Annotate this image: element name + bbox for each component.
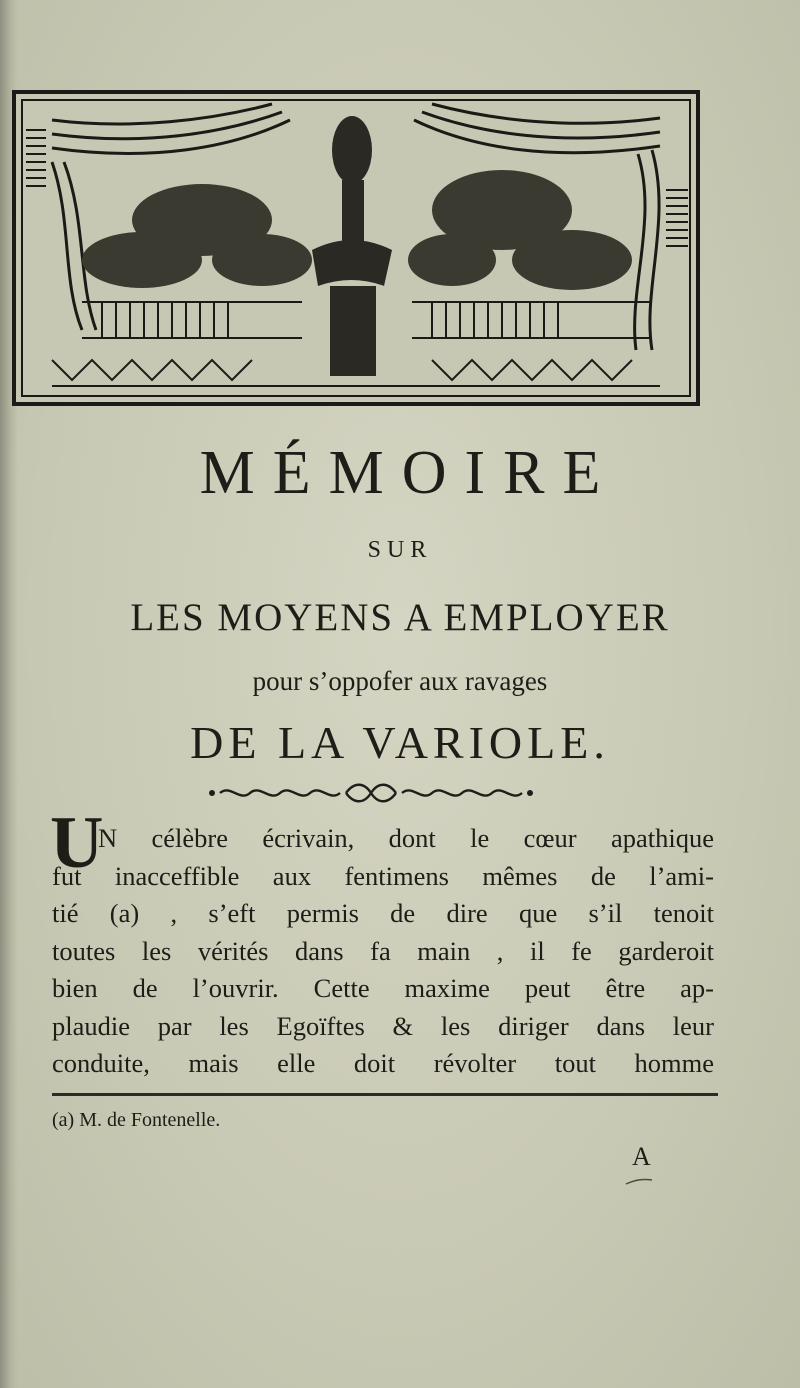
body-line: tié (a) , s’eft permis de dire que s’il tenoit (52, 898, 714, 928)
body-line: conduite, mais elle doit révolter tout homme (52, 1048, 714, 1078)
footnote: (a) M. de Fontenelle. (52, 1109, 221, 1131)
title-moyens: LES MOYENS A EMPLOYER (130, 596, 670, 639)
title-pour: pour s’oppofer aux ravages (252, 666, 548, 696)
drop-cap: U (50, 802, 104, 884)
headpiece-vignette (12, 90, 700, 406)
footnote-rule (52, 1093, 718, 1096)
ornament-rule (206, 780, 536, 806)
title-variole: DE LA VARIOLE. (190, 717, 610, 768)
body-line: plaudie par les Egoïftes & les diriger dans leur (52, 1010, 714, 1041)
body-line: bien de l’ouvrir. Cette maxime peut être ap- (52, 973, 714, 1003)
body-line: N célèbre écrivain, dont le cœur apathique (98, 823, 714, 853)
title-sur: SUR (367, 537, 433, 563)
typographic-ornament-rule-icon (206, 780, 536, 806)
body-line: toutes les vérités dans fa main , il fe garderoit (52, 935, 714, 966)
title-memoire: MÉMOIRE (199, 439, 619, 507)
signature-mark: A (632, 1142, 651, 1171)
body-paragraph (52, 820, 714, 1083)
body-line: fut inacceffible aux fentimens mêmes de l’ami- (52, 860, 714, 891)
ink-mark (624, 1178, 654, 1186)
engraved-landscape-vignette-icon (12, 90, 700, 406)
